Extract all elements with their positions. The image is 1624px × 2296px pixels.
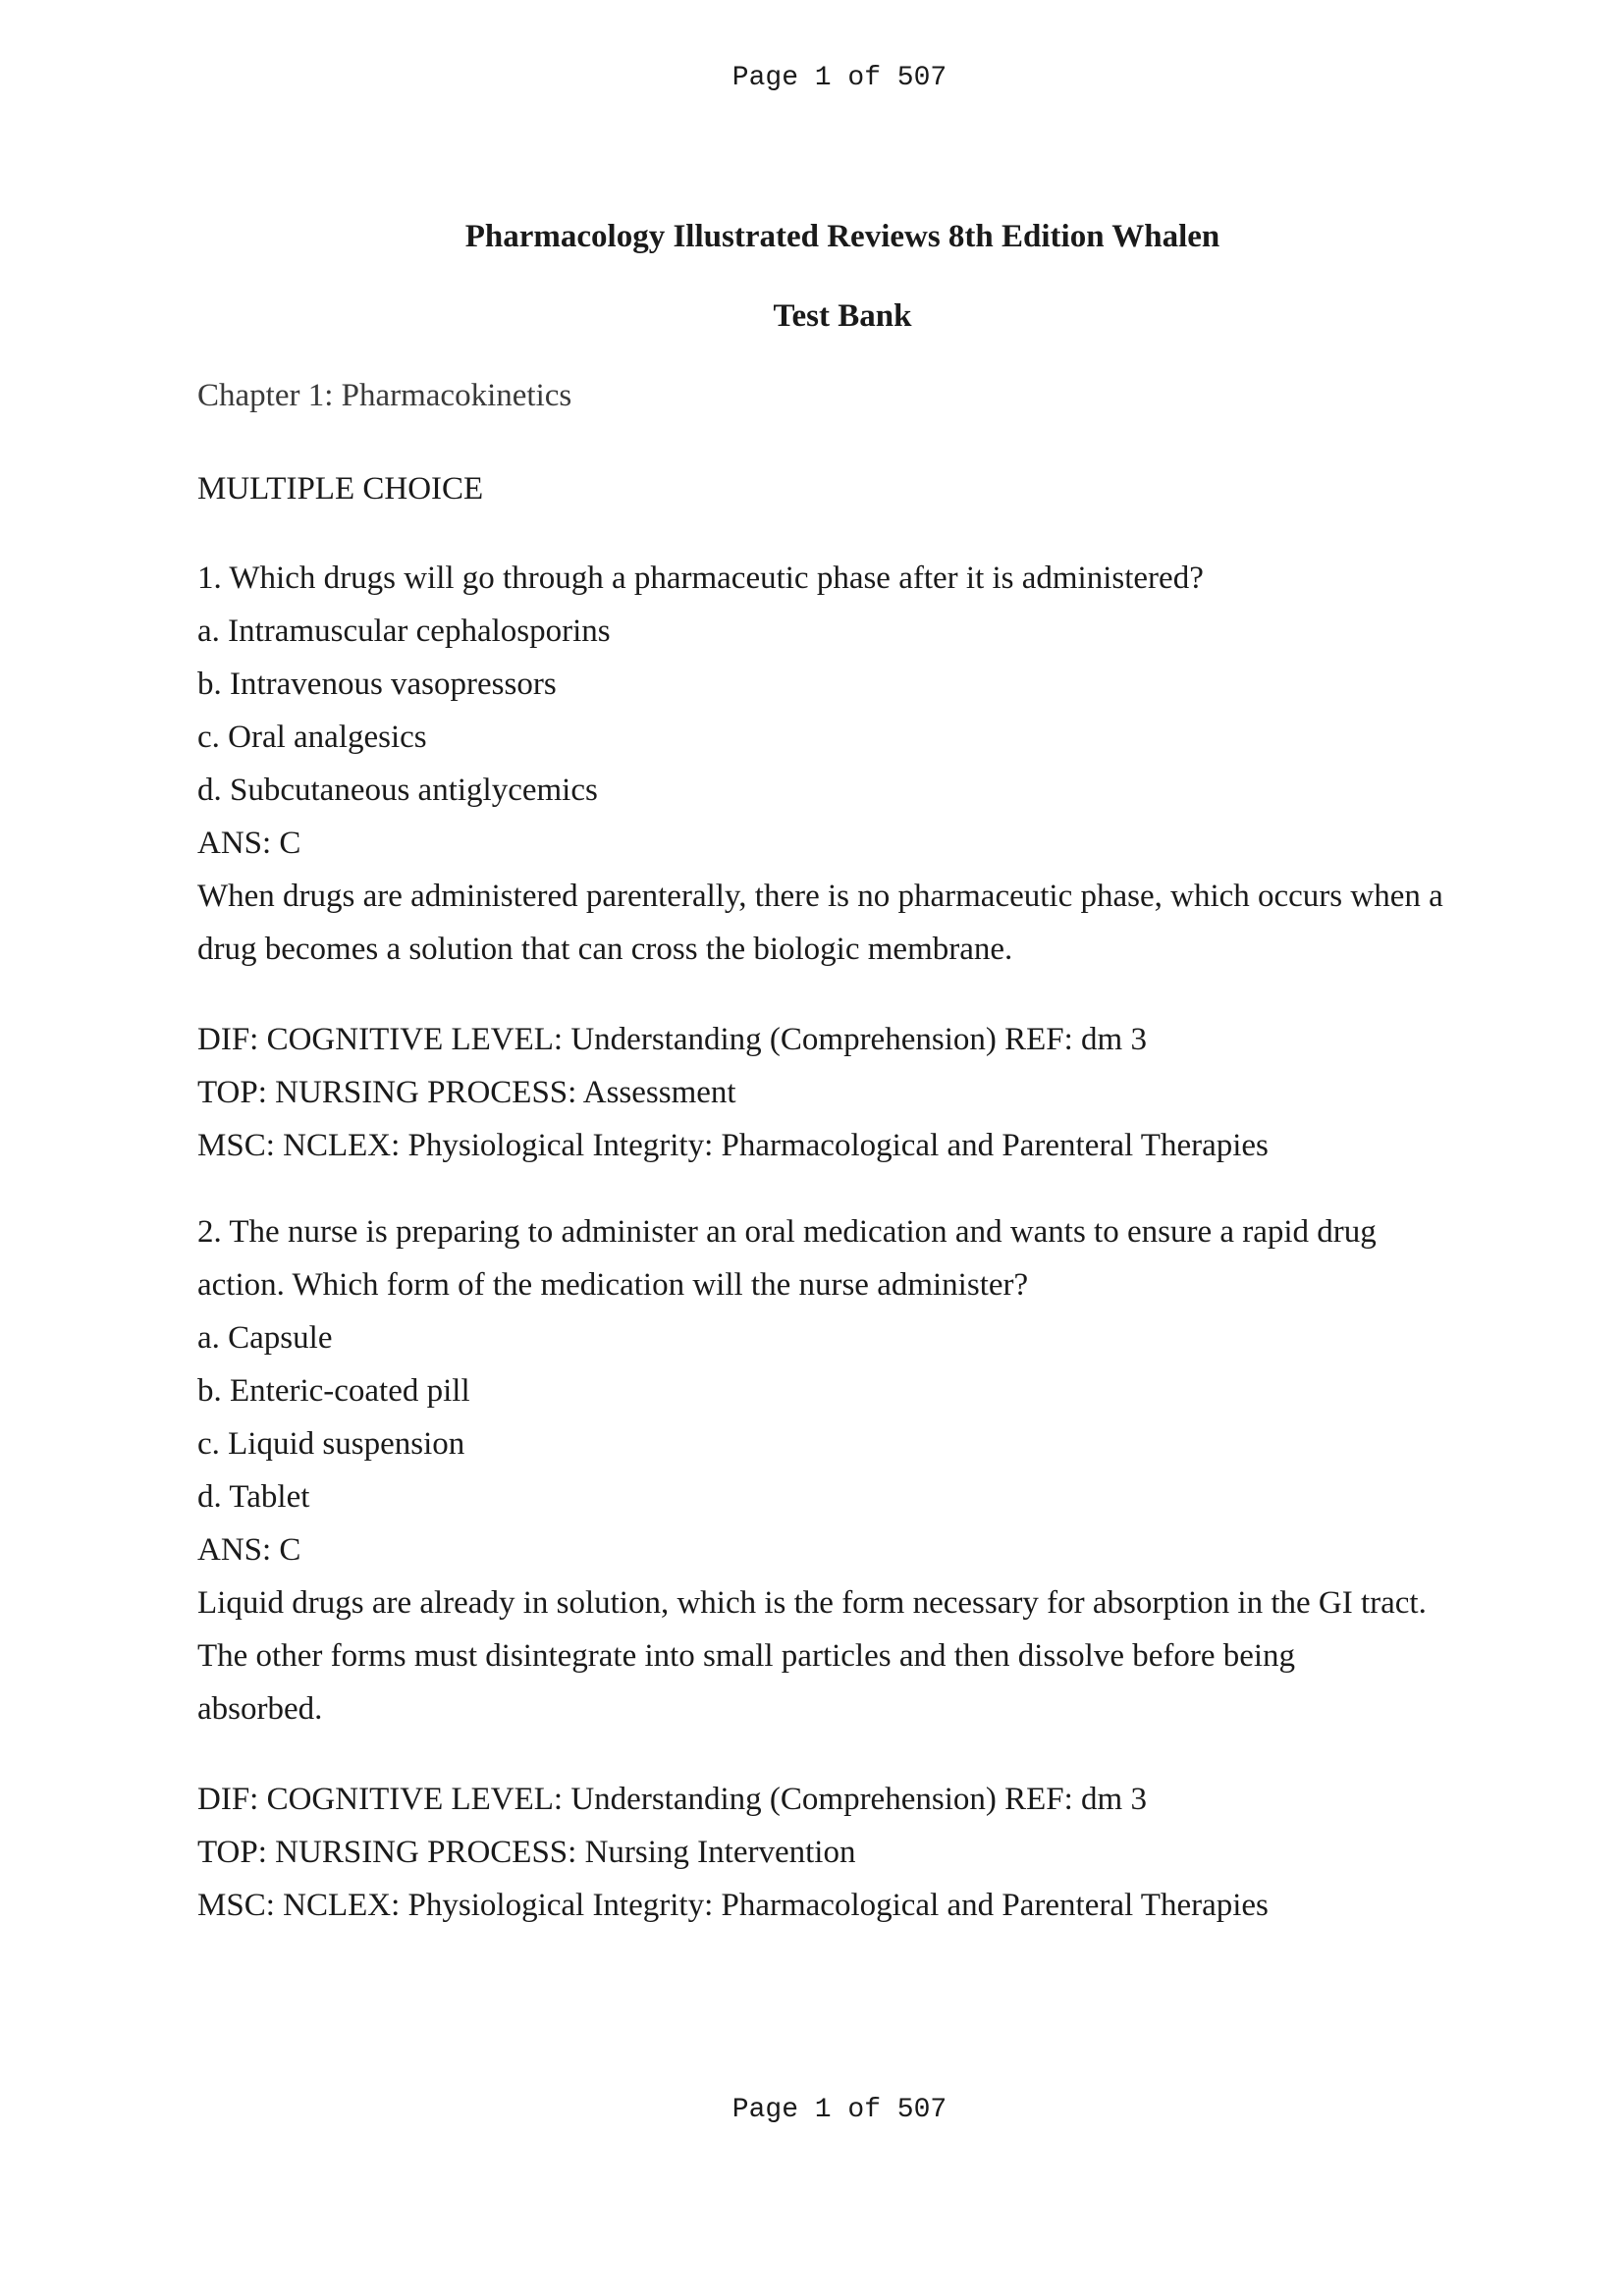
- section-heading: MULTIPLE CHOICE: [197, 471, 484, 507]
- document-subtitle: Test Bank: [773, 298, 912, 334]
- answer-option: c. Liquid suspension: [197, 1426, 465, 1462]
- answer-option: b. Intravenous vasopressors: [197, 667, 557, 702]
- question-stem: action. Which form of the medication will the nurse administer?: [197, 1267, 1029, 1303]
- question-stem: 2. The nurse is preparing to administer an oral medication and wants to ensure a rapid drug: [197, 1214, 1377, 1250]
- rationale-line: absorbed.: [197, 1691, 323, 1727]
- answer-option: d. Tablet: [197, 1479, 310, 1515]
- answer-option: d. Subcutaneous antiglycemics: [197, 773, 598, 808]
- rationale-line: drug becomes a solution that can cross the biologic membrane.: [197, 932, 1013, 967]
- topic-meta: TOP: NURSING PROCESS: Nursing Intervention: [197, 1835, 856, 1870]
- answer-option: a. Capsule: [197, 1320, 333, 1356]
- page-number-header: Page 1 of 507: [731, 63, 947, 93]
- answer-option: c. Oral analgesics: [197, 720, 427, 755]
- chapter-heading: Chapter 1: Pharmacokinetics: [197, 378, 572, 413]
- nclex-meta: MSC: NCLEX: Physiological Integrity: Pharmacological and Parenteral Therapies: [197, 1128, 1269, 1163]
- answer-key: ANS: C: [197, 826, 301, 861]
- answer-key: ANS: C: [197, 1532, 301, 1568]
- page-number-footer: Page 1 of 507: [731, 2095, 947, 2125]
- topic-meta: TOP: NURSING PROCESS: Assessment: [197, 1075, 736, 1110]
- difficulty-meta: DIF: COGNITIVE LEVEL: Understanding (Comprehension) REF: dm 3: [197, 1782, 1147, 1817]
- rationale-line: Liquid drugs are already in solution, which is the form necessary for absorption in the GI tract.: [197, 1585, 1427, 1621]
- document-title: Pharmacology Illustrated Reviews 8th Edition Whalen: [464, 219, 1220, 254]
- question-block: [197, 1205, 1474, 1932]
- question-stem: 1. Which drugs will go through a pharmaceutic phase after it is administered?: [197, 561, 1204, 596]
- rationale-line: When drugs are administered parenterally, there is no pharmaceutic phase, which occurs when a: [197, 879, 1443, 914]
- rationale-line: The other forms must disintegrate into small particles and then dissolve before being: [197, 1638, 1296, 1674]
- answer-option: a. Intramuscular cephalosporins: [197, 614, 611, 649]
- question-block: [197, 552, 1474, 1172]
- answer-option: b. Enteric-coated pill: [197, 1373, 470, 1409]
- difficulty-meta: DIF: COGNITIVE LEVEL: Understanding (Comprehension) REF: dm 3: [197, 1022, 1147, 1057]
- nclex-meta: MSC: NCLEX: Physiological Integrity: Pharmacological and Parenteral Therapies: [197, 1888, 1269, 1923]
